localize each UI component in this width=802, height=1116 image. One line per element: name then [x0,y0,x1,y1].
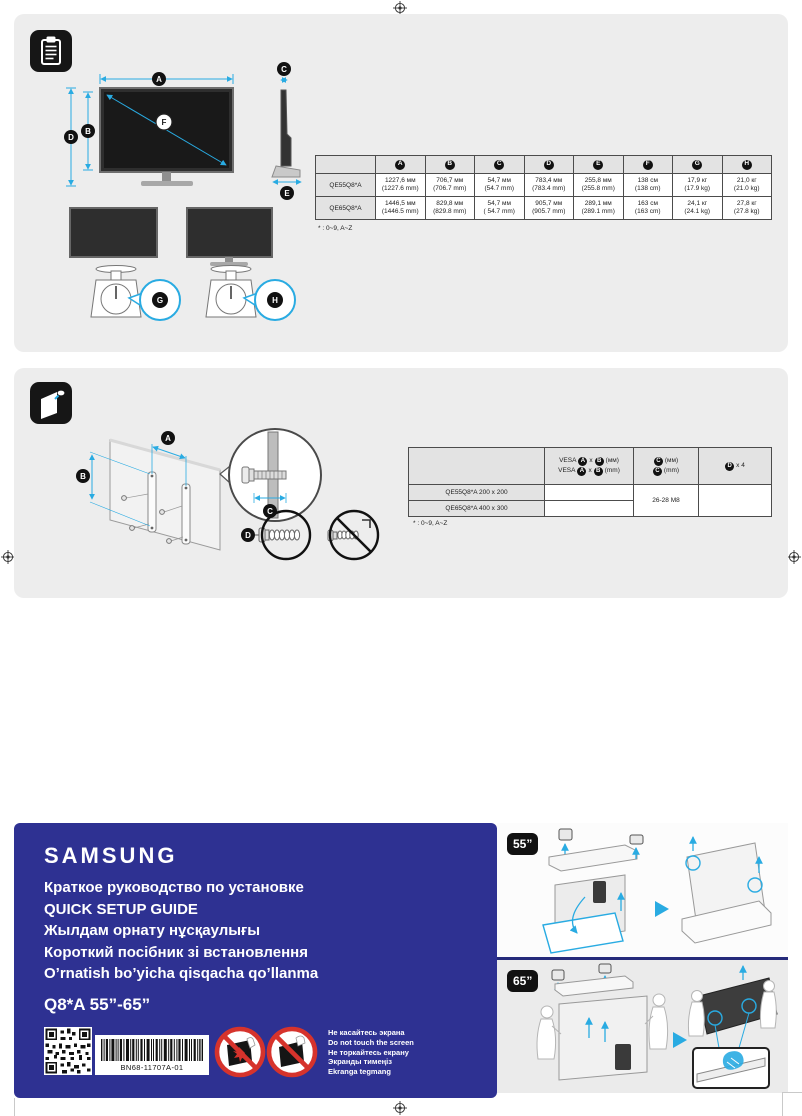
table-row: QE55Q8*A 1227,6 мм (1227.6 mm) 706,7 мм (706.7 mm) 54,7 мм (54.7 mm) 783,4 мм (783.4 mm) 255,8 мм (255.8 mm) 138 см (138 cm) 17,9 кг (17.9 kg) 21,0 кг (21.0 kg) [316,174,772,197]
svg-text:D: D [245,531,251,540]
svg-text:A: A [156,75,162,84]
size-badge-65: 65” [507,970,538,992]
title-ru: Краткое руководство по установке [44,879,304,896]
footnote: * : 0~9, A~Z [318,225,353,232]
weight-scale-with-stand [187,208,295,320]
size-badge-55: 55” [507,833,538,855]
wall-mount-icon [30,382,72,424]
wall-mount-illustration [70,400,400,565]
svg-text:G: G [156,296,164,305]
person-figure [537,1006,561,1059]
unpacking-instructions [497,823,788,1093]
hand-grip-inset [693,1048,769,1088]
svg-text:C: C [281,65,287,74]
dimensions-section [14,14,788,352]
registration-mark-bottom [393,1101,407,1115]
next-step-arrow [673,1032,687,1048]
dimensions-table-header: A B C D E F G H [316,156,772,174]
unpacking-55-section [497,823,788,957]
crop-mark [782,1092,802,1093]
model-name: QE55Q8*A [316,174,376,197]
vesa-table [408,447,772,517]
title-kk: Жылдам орнату нұсқаулығы [44,922,261,939]
prohibition-icons [214,1026,318,1078]
svg-text:A: A [165,434,171,443]
crop-mark [782,1092,783,1116]
warning-uk: Не торкайтесь екрану [328,1047,409,1057]
model-name: QE65Q8*A [316,197,376,220]
unpacking-65-illustration [497,960,788,1093]
weight-scale-without-stand [70,208,180,320]
model-vesa: QE55Q8*A 200 x 200 [409,485,545,501]
table-row: QE65Q8*A 1446,5 мм (1446.5 mm) 829,8 мм (829.8 mm) 54,7 мм ( 54.7 mm) 905,7 мм (905.7 mm) 289,1 мм (289.1 mm) 163 см (163 cm) 24,1 кг (24.1 kg) 27,8 кг (27.8 kg) [316,197,772,220]
svg-text:B: B [80,472,86,481]
dimensions-table [315,155,772,220]
no-touch-screen-icon [217,1029,263,1075]
guide-titles [44,877,318,985]
crop-mark [14,1098,15,1116]
warning-uz: Ekranga tegmang [328,1067,391,1077]
svg-text:E: E [284,189,290,198]
svg-text:F: F [161,118,167,127]
tv-side-view [281,90,291,166]
person-figure [645,994,668,1049]
vesa-table-header: VESA A x B (мм) VESA A x B (mm) C (мм) C (mm) D x 4 [409,448,772,485]
registration-mark-right [787,550,801,564]
no-carry-by-screen-icon [269,1029,315,1075]
svg-text:H: H [272,296,278,305]
svg-text:B: B [85,127,91,136]
title-uz: O’rnatish bo’yicha qisqacha qo’llanma [44,965,319,982]
screw-spec: 26-28 M8 [634,485,699,517]
cover-panel [14,823,497,1098]
wall-mount-section [14,368,788,598]
table-row [409,485,772,501]
next-step-arrow [655,901,669,917]
unpacking-65-section [497,960,788,1093]
svg-text:D: D [68,133,74,142]
tv-dimensions-illustration [55,58,305,338]
warning-ru: Не касайтесь экрана [328,1028,405,1037]
warning-kk: Экранды тимеңіз [328,1057,392,1067]
screw-thread [269,530,299,540]
model-name: Q8*A 55”-65” [44,995,151,1014]
model-vesa: QE65Q8*A 400 x 300 [409,501,545,517]
svg-text:C: C [267,507,273,516]
wrong-screw-prohibited [328,511,378,559]
person-figure [688,991,704,1037]
title-uk: Короткий посібник зі встановлення [44,943,308,961]
part-number: BN68-11707A-01 [120,1063,184,1072]
warning-text [328,1028,414,1077]
unpacking-55-illustration [497,823,788,957]
registration-mark-top [393,1,407,15]
registration-mark-left [1,550,15,564]
title-en: QUICK SETUP GUIDE [44,900,198,918]
tv-stand-base [141,181,193,186]
samsung-logo: SAMSUNG [44,843,178,868]
barcode [95,1035,209,1075]
footnote: * : 0~9, A~Z [413,520,448,527]
qr-code [44,1027,92,1075]
warning-en: Do not touch the screen [328,1037,414,1047]
